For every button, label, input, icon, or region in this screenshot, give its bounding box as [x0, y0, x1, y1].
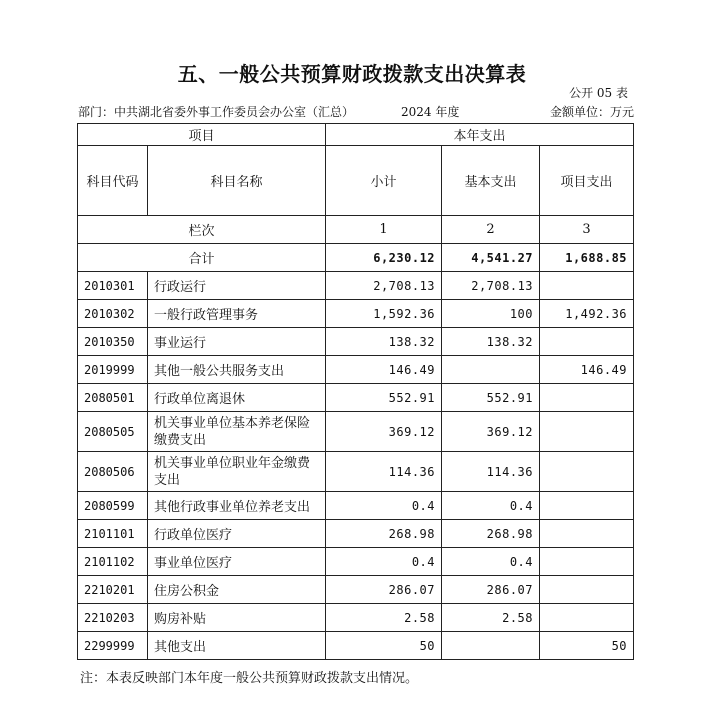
row-code: 2080599: [78, 492, 148, 520]
table-row: [78, 412, 634, 452]
row-name: 事业单位医疗: [148, 548, 326, 576]
table-row: [78, 272, 634, 300]
column-number-3: 3: [540, 216, 634, 244]
row-basic: [442, 632, 540, 660]
row-basic: 552.91: [442, 384, 540, 412]
row-basic: 138.32: [442, 328, 540, 356]
row-project: [540, 576, 634, 604]
total-subtotal: 6,230.12: [326, 244, 442, 272]
table-row: [78, 548, 634, 576]
total-label: 合计: [78, 244, 326, 272]
row-basic: [442, 356, 540, 384]
row-name: 事业运行: [148, 328, 326, 356]
header-basic: 基本支出: [442, 146, 540, 216]
table-row: [78, 576, 634, 604]
page-title: 五、一般公共预算财政拨款支出决算表: [177, 62, 527, 86]
column-label: 栏次: [78, 216, 326, 244]
row-name: 一般行政管理事务: [148, 300, 326, 328]
table-row: [78, 328, 634, 356]
row-code: 2080505: [78, 412, 148, 452]
row-subtotal: 1,592.36: [326, 300, 442, 328]
row-name: 购房补贴: [148, 604, 326, 632]
header-subject-code: 科目代码: [78, 146, 148, 216]
form-code: 公开 05 表: [569, 86, 628, 100]
total-row: [78, 244, 634, 272]
header-row-1: [78, 124, 634, 146]
footnote: 注：本表反映部门本年度一般公共预算财政拨款支出情况。: [80, 671, 419, 686]
table-row: [78, 452, 634, 492]
row-name: 住房公积金: [148, 576, 326, 604]
column-number-2: 2: [442, 216, 540, 244]
row-project: [540, 548, 634, 576]
row-subtotal: 50: [326, 632, 442, 660]
row-project: [540, 384, 634, 412]
row-code: 2010302: [78, 300, 148, 328]
row-name: 行政运行: [148, 272, 326, 300]
row-code: 2210201: [78, 576, 148, 604]
row-project: [540, 328, 634, 356]
row-project: 1,492.36: [540, 300, 634, 328]
row-subtotal: 286.07: [326, 576, 442, 604]
row-basic: 2.58: [442, 604, 540, 632]
row-subtotal: 0.4: [326, 548, 442, 576]
header-subtotal: 小计: [326, 146, 442, 216]
row-code: 2101102: [78, 548, 148, 576]
table-row: [78, 492, 634, 520]
row-subtotal: 268.98: [326, 520, 442, 548]
row-project: [540, 452, 634, 492]
department-label: 部门：中共湖北省委外事工作委员会办公室（汇总）: [78, 105, 355, 119]
expenditure-table: [77, 123, 634, 660]
meta-row: [78, 103, 634, 119]
table-row: [78, 300, 634, 328]
row-project: 50: [540, 632, 634, 660]
table-row: [78, 384, 634, 412]
row-project: [540, 412, 634, 452]
row-code: 2010301: [78, 272, 148, 300]
row-name: 其他一般公共服务支出: [148, 356, 326, 384]
year-label: 2024 年度: [401, 105, 460, 119]
table-row: [78, 520, 634, 548]
column-number-row: [78, 216, 634, 244]
row-name: 行政单位医疗: [148, 520, 326, 548]
unit-label: 金额单位：万元: [549, 105, 634, 119]
column-number-1: 1: [326, 216, 442, 244]
row-project: [540, 520, 634, 548]
row-basic: 268.98: [442, 520, 540, 548]
row-subtotal: 2.58: [326, 604, 442, 632]
table-row: [78, 632, 634, 660]
row-basic: 369.12: [442, 412, 540, 452]
row-basic: 0.4: [442, 548, 540, 576]
row-basic: 0.4: [442, 492, 540, 520]
row-subtotal: 114.36: [326, 452, 442, 492]
row-name: 其他行政事业单位养老支出: [148, 492, 326, 520]
row-code: 2210203: [78, 604, 148, 632]
row-code: 2299999: [78, 632, 148, 660]
row-project: [540, 492, 634, 520]
table-row: [78, 604, 634, 632]
row-subtotal: 138.32: [326, 328, 442, 356]
row-code: 2101101: [78, 520, 148, 548]
row-subtotal: 0.4: [326, 492, 442, 520]
row-name: 行政单位离退休: [148, 384, 326, 412]
row-subtotal: 2,708.13: [326, 272, 442, 300]
row-project: [540, 604, 634, 632]
row-basic: 286.07: [442, 576, 540, 604]
row-project: 146.49: [540, 356, 634, 384]
row-code: 2080501: [78, 384, 148, 412]
row-subtotal: 146.49: [326, 356, 442, 384]
table-row: [78, 356, 634, 384]
row-basic: 114.36: [442, 452, 540, 492]
row-subtotal: 552.91: [326, 384, 442, 412]
row-code: 2080506: [78, 452, 148, 492]
row-code: 2010350: [78, 328, 148, 356]
row-name: 其他支出: [148, 632, 326, 660]
row-subtotal: 369.12: [326, 412, 442, 452]
header-row-2: [78, 146, 634, 216]
header-current-year: 本年支出: [326, 124, 634, 146]
row-name: 机关事业单位职业年金缴费支出: [148, 452, 326, 492]
row-name: 机关事业单位基本养老保险缴费支出: [148, 412, 326, 452]
row-basic: 2,708.13: [442, 272, 540, 300]
header-project-expenditure: 项目支出: [540, 146, 634, 216]
row-code: 2019999: [78, 356, 148, 384]
row-project: [540, 272, 634, 300]
total-basic: 4,541.27: [442, 244, 540, 272]
header-subject-name: 科目名称: [148, 146, 326, 216]
header-project: 项目: [78, 124, 326, 146]
total-project: 1,688.85: [540, 244, 634, 272]
row-basic: 100: [442, 300, 540, 328]
